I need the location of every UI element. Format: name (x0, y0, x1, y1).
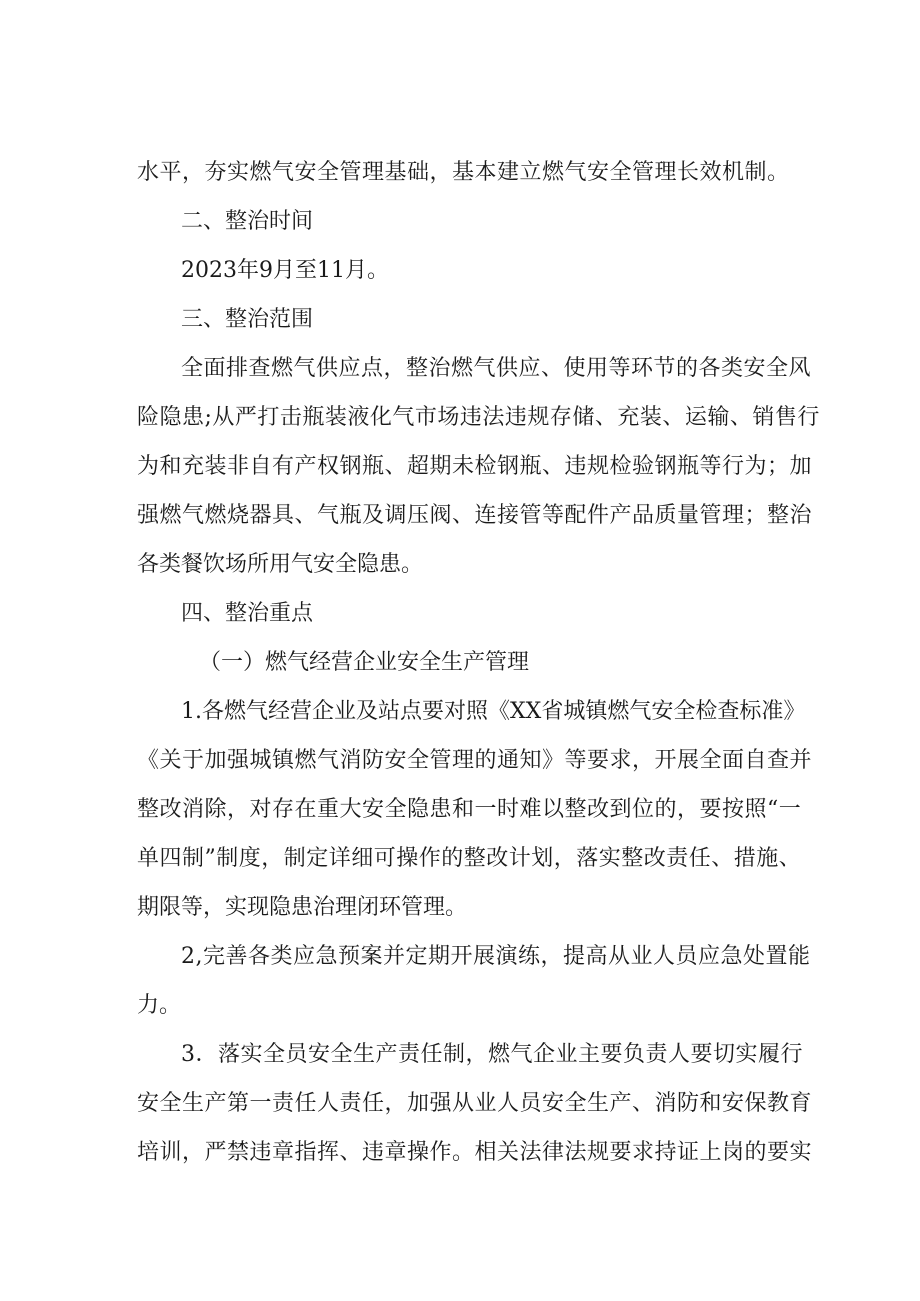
paragraph-line: 水平，夯实燃气安全管理基础，基本建立燃气安全管理长效机制。 (137, 160, 790, 185)
paragraph-line: 单四制”制度，制定详细可操作的整改计划，落实整改责任、措施、 (137, 846, 802, 871)
paragraph-line: 1.各燃气经营企业及站点要对照《XX省城镇燃气安全检查标准》 (181, 699, 806, 724)
paragraph-line: 整改消除，对存在重大安全隐患和一时难以整改到位的，要按照“一 (137, 797, 802, 822)
section-heading: 二、整治时间 (181, 209, 314, 234)
paragraph-line: 安全生产第一责任人责任，加强从业人员安全生产、消防和安保教育 (137, 1091, 813, 1116)
paragraph-line: 2023年9月至11月。 (181, 258, 389, 283)
paragraph-line: 《关于加强城镇燃气消防安全管理的通知》等要求，开展全面自查并 (137, 748, 813, 773)
paragraph-line: 强燃气燃烧器具、气瓶及调压阀、连接管等配件产品质量管理；整治 (137, 503, 813, 528)
paragraph-line: 全面排查燃气供应点，整治燃气供应、使用等环节的各类安全风 (181, 356, 812, 381)
paragraph-line: 培训，严禁违章指挥、违章操作。相关法律法规要求持证上岗的要实 (137, 1140, 813, 1165)
section-heading: 四、整治重点 (181, 601, 314, 626)
paragraph-line: 2,完善各类应急预案并定期开展演练，提高从业人员应急处置能 (181, 944, 811, 969)
paragraph-line: 险隐患;从严打击瓶装液化气市场违法违规存储、充装、运输、销售行 (137, 405, 820, 430)
section-heading: 三、整治范围 (181, 307, 314, 332)
paragraph-line: 各类餐饮场所用气安全隐患。 (137, 552, 424, 577)
paragraph-line: 3．落实全员安全生产责任制，燃气企业主要负责人要切实履行 (181, 1042, 803, 1067)
paragraph-line: 期限等，实现隐患治理闭环管理。 (137, 895, 468, 920)
subsection-heading: （一）燃气经营企业安全生产管理 (199, 650, 530, 675)
paragraph-line: 为和充装非自有产权钢瓶、超期未检钢瓶、违规检验钢瓶等行为；加 (137, 454, 813, 479)
paragraph-line: 力。 (137, 993, 182, 1018)
